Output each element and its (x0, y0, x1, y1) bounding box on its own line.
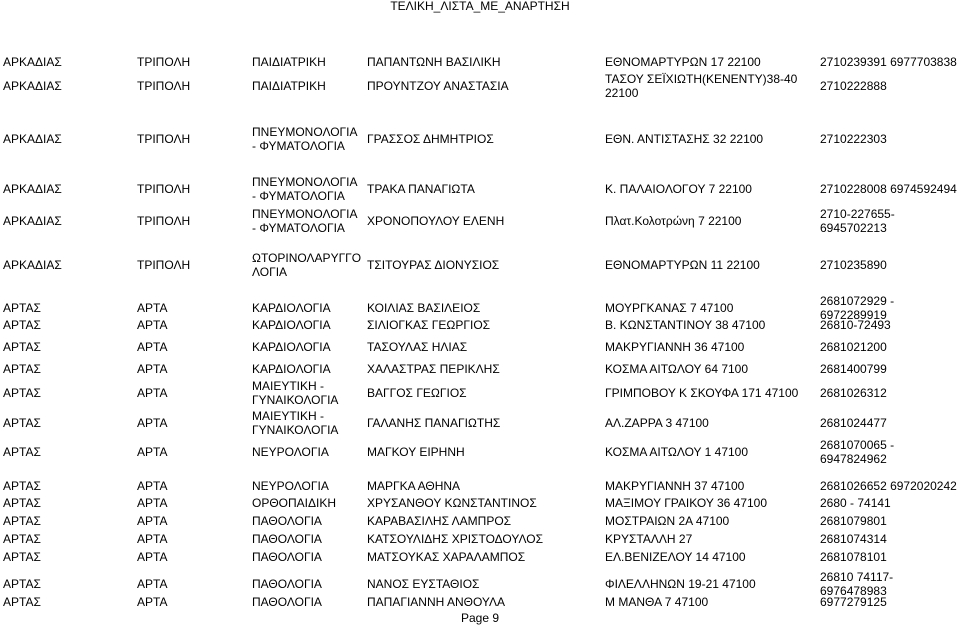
phone-cell: 2681074314 (820, 532, 887, 546)
doctor-name-cell: ΚΟΙΛΙΑΣ ΒΑΣΙΛΕΙΟΣ (367, 301, 481, 315)
city-cell: ΑΡΤΑ (137, 595, 168, 609)
region-cell: ΑΡΤΑΣ (3, 496, 41, 510)
address-cell: ΚΟΣΜΑ ΑΙΤΩΛΟΥ 64 7100 (605, 362, 749, 376)
region-cell: ΑΡΤΑΣ (3, 301, 41, 315)
region-cell: ΑΡΚΑΔΙΑΣ (3, 182, 62, 196)
phone-cell: 2710239391 6977703838 (820, 55, 957, 69)
specialty-cell: ΚΑΡΔΙΟΛΟΓΙΑ (252, 301, 331, 315)
region-cell: ΑΡΤΑΣ (3, 416, 41, 430)
address-cell: ΑΛ.ΖΑΡΡΑ 3 47100 (605, 416, 709, 430)
city-cell: ΤΡΙΠΟΛΗ (137, 182, 191, 196)
city-cell: ΤΡΙΠΟΛΗ (137, 79, 191, 93)
city-cell: ΑΡΤΑ (137, 532, 168, 546)
address-cell: ΦΙΛΕΛΛΗΝΩΝ 19-21 47100 (605, 577, 756, 591)
specialty-cell: ΠΑΘΟΛΟΓΙΑ (252, 595, 322, 609)
table-row (0, 340, 960, 354)
specialty-cell: ΜΑΙΕΥΤΙΚΗ - ΓΥΝΑΙΚΟΛΟΓΙΑ (252, 379, 339, 407)
specialty-cell: ΠΝΕΥΜΟΝΟΛΟΓΙΑ - ΦΥΜΑΤΟΛΟΓΙΑ (252, 175, 358, 203)
city-cell: ΑΡΤΑ (137, 362, 168, 376)
doctor-name-cell: ΓΑΛΑΝΗΣ ΠΑΝΑΓΙΩΤΗΣ (367, 416, 501, 430)
region-cell: ΑΡΤΑΣ (3, 479, 41, 493)
table-row (0, 251, 960, 279)
region-cell: ΑΡΚΑΔΙΑΣ (3, 132, 62, 146)
region-cell: ΑΡΚΑΔΙΑΣ (3, 55, 62, 69)
city-cell: ΤΡΙΠΟΛΗ (137, 258, 191, 272)
address-cell: ΕΘΝ. ΑΝΤΙΣΤΑΣΗΣ 32 22100 (605, 132, 764, 146)
address-cell: ΚΟΣΜΑ ΑΙΤΩΛΟΥ 1 47100 (605, 445, 749, 459)
doctor-name-cell: ΜΑΡΓΚΑ ΑΘΗΝΑ (367, 479, 461, 493)
table-row (0, 125, 960, 153)
phone-cell: 2681070065 - 6947824962 (820, 438, 895, 466)
phone-cell: 2681079801 (820, 514, 887, 528)
city-cell: ΑΡΤΑ (137, 416, 168, 430)
phone-cell: 2710-227655- 6945702213 (820, 207, 895, 235)
specialty-cell: ΝΕΥΡΟΛΟΓΙΑ (252, 479, 329, 493)
region-cell: ΑΡΤΑΣ (3, 445, 41, 459)
doctor-name-cell: ΧΡΥΣΑΝΘΟΥ ΚΩΝΣΤΑΝΤΙΝΟΣ (367, 496, 537, 510)
doctor-name-cell: ΣΙΛΙΟΓΚΑΣ ΓΕΩΡΓΙΟΣ (367, 318, 491, 332)
address-cell: Β. ΚΩΝΣΤΑΝΤΙΝΟΥ 38 47100 (605, 318, 766, 332)
city-cell: ΤΡΙΠΟΛΗ (137, 214, 191, 228)
phone-cell: 2681024477 (820, 416, 887, 430)
doctor-name-cell: ΒΑΓΓΟΣ ΓΕΩΓΙΟΣ (367, 386, 467, 400)
city-cell: ΑΡΤΑ (137, 318, 168, 332)
doctor-name-cell: ΓΡΑΣΣΟΣ ΔΗΜΗΤΡΙΟΣ (367, 132, 494, 146)
specialty-cell: ΠΑΘΟΛΟΓΙΑ (252, 550, 322, 564)
table-row (0, 438, 960, 466)
table-row (0, 55, 960, 69)
doctor-name-cell: ΠΡΟΥΝΤΖΟΥ ΑΝΑΣΤΑΣΙΑ (367, 79, 509, 93)
doctor-name-cell: ΚΑΡΑΒΑΣΙΛΗΣ ΛΑΜΠΡΟΣ (367, 514, 512, 528)
specialty-cell: ΠΑΘΟΛΟΓΙΑ (252, 577, 322, 591)
phone-cell: 2680 - 74141 (820, 496, 891, 510)
phone-cell: 26810-72493 (820, 318, 891, 332)
city-cell: ΑΡΤΑ (137, 496, 168, 510)
table-row (0, 318, 960, 332)
specialty-cell: ΠΑΙΔΙΑΤΡΙΚΗ (252, 79, 326, 93)
table-row (0, 362, 960, 376)
address-cell: Μ ΜΑΝΘΑ 7 47100 (605, 595, 709, 609)
address-cell: ΜΑΚΡΥΓΙΑΝΝΗ 37 47100 (605, 479, 745, 493)
region-cell: ΑΡΤΑΣ (3, 386, 41, 400)
table-row (0, 479, 960, 493)
table-row (0, 550, 960, 564)
phone-cell: 2681026652 6972020242 (820, 479, 957, 493)
table-row (0, 175, 960, 203)
phone-cell: 2710235890 (820, 258, 887, 272)
phone-cell: 26810 74117- 6976478983 (820, 570, 894, 598)
table-row (0, 570, 960, 598)
phone-cell: 2710228008 6974592494 (820, 182, 957, 196)
address-cell: Κ. ΠΑΛΑΙΟΛΟΓΟΥ 7 22100 (605, 182, 752, 196)
city-cell: ΑΡΤΑ (137, 479, 168, 493)
doctor-name-cell: ΠΑΠΑΝΤΩΝΗ ΒΑΣΙΛΙΚΗ (367, 55, 501, 69)
region-cell: ΑΡΚΑΔΙΑΣ (3, 79, 62, 93)
region-cell: ΑΡΚΑΔΙΑΣ (3, 214, 62, 228)
specialty-cell: ΟΡΘΟΠΑΙΔΙΚΗ (252, 496, 337, 510)
table-row (0, 409, 960, 437)
doctor-name-cell: ΤΡΑΚΑ ΠΑΝΑΓΙΩΤΑ (367, 182, 475, 196)
region-cell: ΑΡΚΑΔΙΑΣ (3, 258, 62, 272)
region-cell: ΑΡΤΑΣ (3, 514, 41, 528)
address-cell: ΕΛ.ΒΕΝΙΖΕΛΟΥ 14 47100 (605, 550, 746, 564)
region-cell: ΑΡΤΑΣ (3, 595, 41, 609)
phone-cell: 2710222888 (820, 79, 887, 93)
phone-cell: 2681072929 - 6972289919 (820, 294, 895, 322)
city-cell: ΑΡΤΑ (137, 514, 168, 528)
specialty-cell: ΚΑΡΔΙΟΛΟΓΙΑ (252, 362, 331, 376)
region-cell: ΑΡΤΑΣ (3, 550, 41, 564)
address-cell: ΕΘΝΟΜΑΡΤΥΡΩΝ 11 22100 (605, 258, 760, 272)
specialty-cell: ΩΤΟΡΙΝΟΛΑΡΥΓΓΟ ΛΟΓΙΑ (252, 251, 362, 279)
doctor-name-cell: ΧΡΟΝΟΠΟΥΛΟΥ ΕΛΕΝΗ (367, 214, 505, 228)
table-row (0, 532, 960, 546)
city-cell: ΑΡΤΑ (137, 577, 168, 591)
address-cell: ΤΑΣΟΥ ΣΕΪΧΙΩΤΗ(ΚΕΝΕΝΤΥ)38-40 22100 (605, 72, 798, 100)
specialty-cell: ΝΕΥΡΟΛΟΓΙΑ (252, 445, 329, 459)
specialty-cell: ΠΑΘΟΛΟΓΙΑ (252, 514, 322, 528)
doctor-name-cell: ΠΑΠΑΓΙΑΝΝΗ ΑΝΘΟΥΛΑ (367, 595, 506, 609)
doctor-name-cell: ΜΑΓΚΟΥ ΕΙΡΗΝΗ (367, 445, 465, 459)
doctor-name-cell: ΤΑΣΟΥΛΑΣ ΗΛΙΑΣ (367, 340, 468, 354)
phone-cell: 2681026312 (820, 386, 887, 400)
address-cell: Πλατ.Κολοτρώνη 7 22100 (605, 214, 742, 228)
region-cell: ΑΡΤΑΣ (3, 340, 41, 354)
city-cell: ΑΡΤΑ (137, 386, 168, 400)
address-cell: ΜΟΣΤΡΑΙΩΝ 2Α 47100 (605, 514, 730, 528)
city-cell: ΑΡΤΑ (137, 445, 168, 459)
address-cell: ΕΘΝΟΜΑΡΤΥΡΩΝ 17 22100 (605, 55, 761, 69)
address-cell: ΚΡΥΣΤΑΛΛΗ 27 (605, 532, 693, 546)
table-row (0, 595, 960, 609)
city-cell: ΑΡΤΑ (137, 301, 168, 315)
document-title: ΤΕΛΙΚΗ_ΛΙΣΤΑ_ΜΕ_ΑΝΑΡΤΗΣΗ (390, 0, 570, 13)
doctor-name-cell: ΤΣΙΤΟΥΡΑΣ ΔΙΟΝΥΣΙΟΣ (367, 258, 500, 272)
phone-cell: 2710222303 (820, 132, 887, 146)
specialty-cell: ΜΑΙΕΥΤΙΚΗ - ΓΥΝΑΙΚΟΛΟΓΙΑ (252, 409, 339, 437)
city-cell: ΑΡΤΑ (137, 340, 168, 354)
doctor-name-cell: ΚΑΤΣΟΥΛΙΔΗΣ ΧΡΙΣΤΟΔΟΥΛΟΣ (367, 532, 544, 546)
doctor-name-cell: ΧΑΛΑΣΤΡΑΣ ΠΕΡΙΚΛΗΣ (367, 362, 500, 376)
region-cell: ΑΡΤΑΣ (3, 362, 41, 376)
address-cell: ΜΑΚΡΥΓΙΑΝΝΗ 36 47100 (605, 340, 745, 354)
doctor-name-cell: ΜΑΤΣΟΥΚΑΣ ΧΑΡΑΛΑΜΠΟΣ (367, 550, 526, 564)
address-cell: ΓΡΙΜΠΟΒΟΥ Κ ΣΚΟΥΦΑ 171 47100 (605, 386, 799, 400)
region-cell: ΑΡΤΑΣ (3, 577, 41, 591)
specialty-cell: ΚΑΡΔΙΟΛΟΓΙΑ (252, 318, 331, 332)
city-cell: ΤΡΙΠΟΛΗ (137, 132, 191, 146)
specialty-cell: ΠΑΘΟΛΟΓΙΑ (252, 532, 322, 546)
table-row (0, 496, 960, 510)
page-number: Page 9 (460, 611, 500, 625)
region-cell: ΑΡΤΑΣ (3, 532, 41, 546)
specialty-cell: ΠΑΙΔΙΑΤΡΙΚΗ (252, 55, 326, 69)
doctor-name-cell: ΝΑΝΟΣ ΕΥΣΤΑΘΙΟΣ (367, 577, 480, 591)
table-row (0, 379, 960, 407)
address-cell: ΜΟΥΡΓΚΑΝΑΣ 7 47100 (605, 301, 734, 315)
phone-cell: 2681021200 (820, 340, 887, 354)
city-cell: ΤΡΙΠΟΛΗ (137, 55, 191, 69)
phone-cell: 2681400799 (820, 362, 887, 376)
city-cell: ΑΡΤΑ (137, 550, 168, 564)
phone-cell: 2681078101 (820, 550, 887, 564)
table-row (0, 514, 960, 528)
region-cell: ΑΡΤΑΣ (3, 318, 41, 332)
specialty-cell: ΠΝΕΥΜΟΝΟΛΟΓΙΑ - ΦΥΜΑΤΟΛΟΓΙΑ (252, 125, 358, 153)
table-row (0, 207, 960, 235)
phone-cell: 6977279125 (820, 595, 887, 609)
specialty-cell: ΚΑΡΔΙΟΛΟΓΙΑ (252, 340, 331, 354)
specialty-cell: ΠΝΕΥΜΟΝΟΛΟΓΙΑ - ΦΥΜΑΤΟΛΟΓΙΑ (252, 207, 358, 235)
address-cell: ΜΑΞΙΜΟΥ ΓΡΑΙΚΟΥ 36 47100 (605, 496, 768, 510)
table-row (0, 72, 960, 100)
